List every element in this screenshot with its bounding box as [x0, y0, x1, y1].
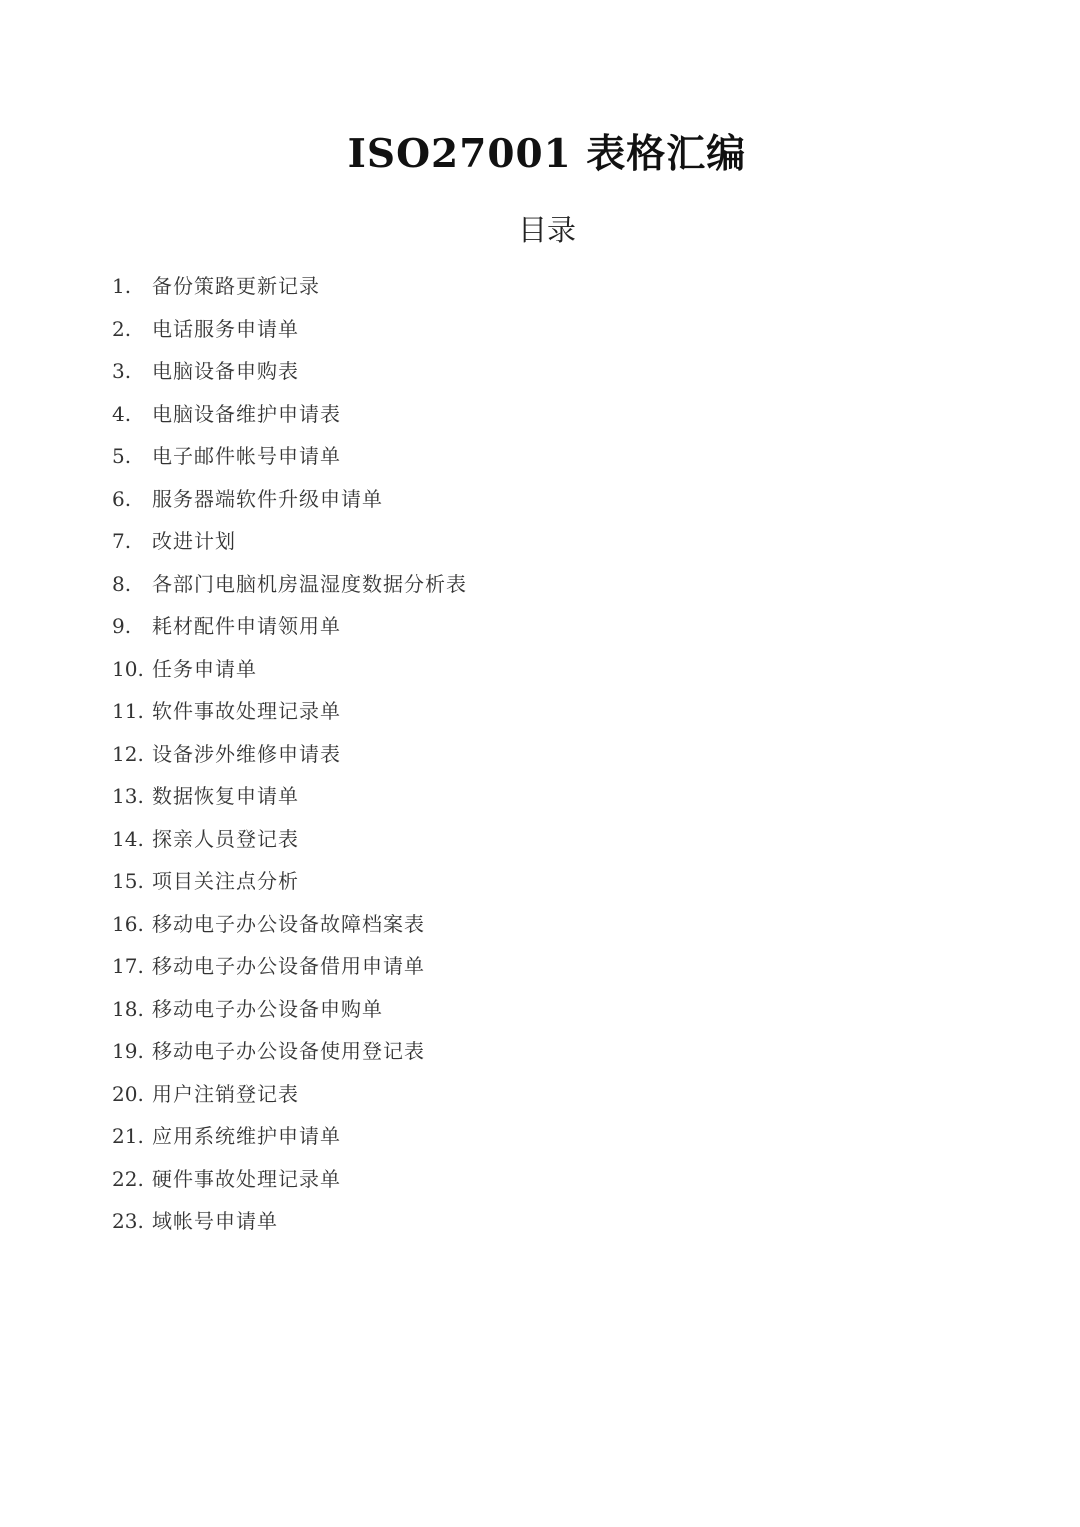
toc-item-number: 15. [112, 869, 144, 893]
toc-item [112, 350, 467, 393]
toc-item-number: 8. [112, 571, 132, 596]
toc-item [112, 1030, 467, 1073]
toc-item [112, 478, 467, 521]
toc-item [112, 775, 467, 818]
toc-item [112, 308, 467, 351]
toc-item [112, 733, 467, 776]
toc-item-label: 电脑设备申购表 [152, 359, 299, 383]
toc-item-number: 19. [112, 1039, 144, 1063]
toc-item-number: 14. [112, 826, 144, 851]
toc-item-label: 移动电子办公设备借用申请单 [152, 954, 425, 978]
toc-item-number: 11. [112, 699, 144, 723]
toc-item-label: 应用系统维护申请单 [152, 1124, 341, 1148]
toc-item-label: 电脑设备维护申请表 [152, 401, 341, 426]
toc-item [112, 1158, 467, 1201]
toc-item-number: 16. [112, 911, 144, 936]
toc-item [112, 1073, 467, 1116]
toc-item [112, 393, 467, 436]
toc-item [112, 648, 467, 691]
toc-item-number: 22. [112, 1166, 144, 1191]
toc-item-number: 13. [112, 784, 144, 808]
toc-list [112, 265, 467, 1243]
toc-item [112, 690, 467, 733]
toc-heading: 目录 [517, 213, 576, 247]
toc-item-label: 数据恢复申请单 [152, 784, 299, 808]
toc-item [112, 945, 467, 988]
toc-item-number: 2. [112, 316, 132, 341]
toc-item-number: 1. [112, 274, 132, 298]
toc-item-label: 移动电子办公设备使用登记表 [152, 1039, 425, 1063]
toc-item [112, 903, 467, 946]
toc-item [112, 605, 467, 648]
toc-item-label: 各部门电脑机房温湿度数据分析表 [152, 571, 467, 596]
toc-item-label: 硬件事故处理记录单 [152, 1166, 341, 1191]
toc-item-label: 项目关注点分析 [152, 869, 299, 893]
toc-item [112, 988, 467, 1031]
toc-item-label: 探亲人员登记表 [152, 826, 299, 851]
toc-item-number: 17. [112, 954, 144, 978]
toc-item [112, 265, 467, 308]
toc-item-number: 10. [112, 656, 144, 681]
toc-item-label: 耗材配件申请领用单 [152, 614, 341, 638]
toc-item [112, 818, 467, 861]
toc-item [112, 435, 467, 478]
document-title: ISO27001 表格汇编 [347, 131, 747, 177]
toc-item [112, 1115, 467, 1158]
toc-item-number: 20. [112, 1081, 144, 1106]
toc-item-number: 6. [112, 486, 132, 511]
toc-item-label: 电话服务申请单 [152, 316, 299, 341]
toc-item-label: 设备涉外维修申请表 [152, 741, 341, 766]
toc-item [112, 860, 467, 903]
toc-item-label: 移动电子办公设备申购单 [152, 996, 383, 1021]
toc-item-label: 备份策路更新记录 [152, 274, 320, 298]
toc-item-label: 任务申请单 [152, 656, 257, 681]
toc-item [112, 563, 467, 606]
toc-item [112, 1200, 467, 1243]
toc-item-number: 3. [112, 359, 132, 383]
toc-item-label: 域帐号申请单 [152, 1209, 278, 1233]
toc-item [112, 520, 467, 563]
toc-item-number: 23. [112, 1209, 144, 1233]
toc-item-label: 改进计划 [152, 529, 236, 553]
toc-item-number: 5. [112, 444, 132, 468]
toc-item-label: 移动电子办公设备故障档案表 [152, 911, 425, 936]
toc-item-number: 9. [112, 614, 132, 638]
toc-item-label: 服务器端软件升级申请单 [152, 486, 383, 511]
toc-item-number: 4. [112, 401, 132, 426]
toc-item-number: 7. [112, 529, 132, 553]
toc-item-number: 18. [112, 996, 144, 1021]
toc-item-number: 21. [112, 1124, 144, 1148]
toc-item-label: 软件事故处理记录单 [152, 699, 341, 723]
toc-item-label: 用户注销登记表 [152, 1081, 299, 1106]
toc-item-label: 电子邮件帐号申请单 [152, 444, 341, 468]
toc-item-number: 12. [112, 741, 144, 766]
